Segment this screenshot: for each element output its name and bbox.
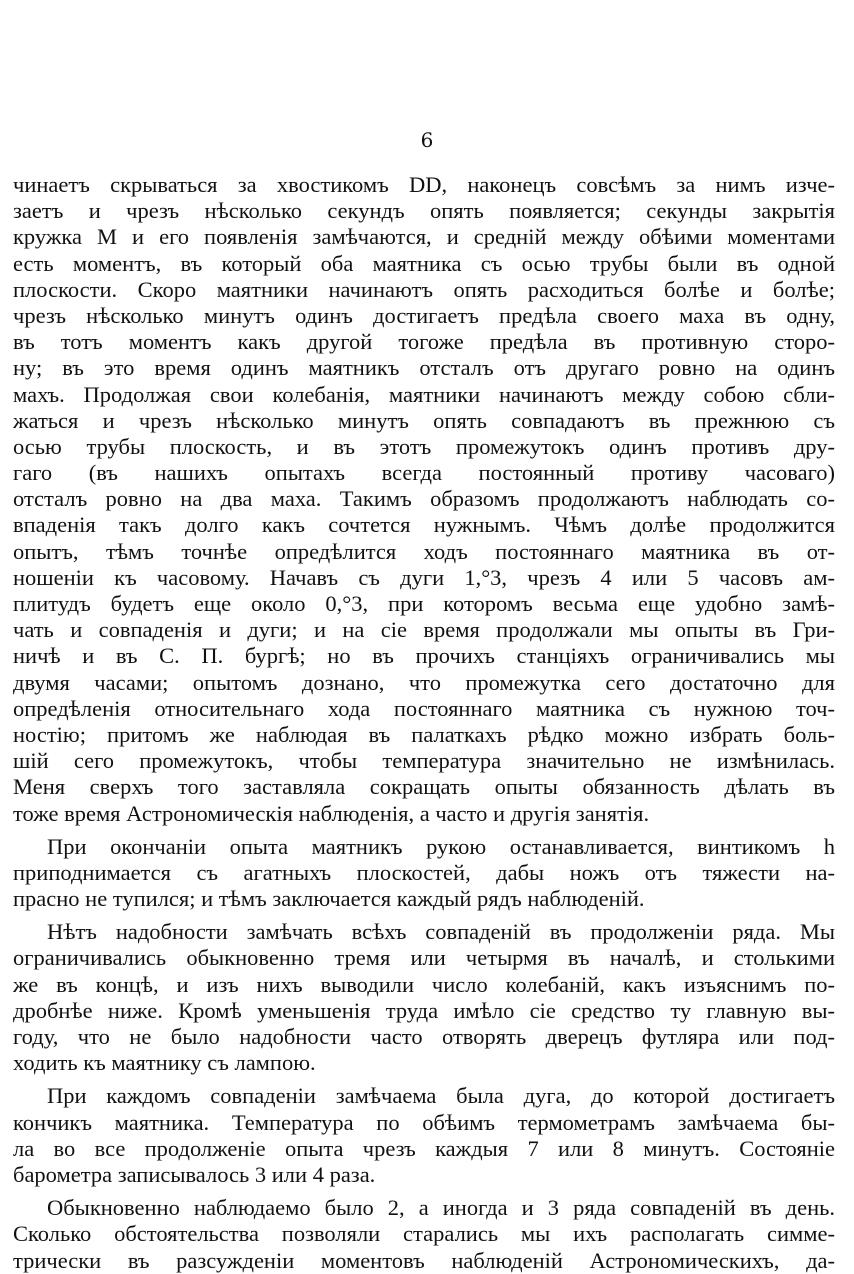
text-line: заетъ и чрезъ нѣсколько секундъ опять появляется; секунды закрытія bbox=[13, 198, 835, 224]
text-line: же въ концѣ, и изъ нихъ выводили число колебаній, какъ изъяснимъ по- bbox=[13, 971, 835, 997]
text-line: чинаетъ скрываться за хвостикомъ DD, наконецъ совсѣмъ за нимъ изче- bbox=[13, 172, 835, 197]
text-line: есть моментъ, въ который оба маятника съ осью трубы были въ одной bbox=[13, 250, 835, 276]
text-line: барометра записывалось 3 или 4 раза. bbox=[13, 1161, 376, 1187]
paragraph bbox=[13, 834, 835, 913]
text-line: чрезъ нѣсколько минутъ одинъ достигаетъ предѣла своего маха въ одну, bbox=[13, 302, 835, 328]
text-line: въ тотъ моментъ какъ другой тогоже предѣла въ противную сторо- bbox=[13, 329, 835, 355]
text-line: ничѣ и въ С. П. бургѣ; но въ прочихъ станціяхъ ограничивались мы bbox=[13, 643, 835, 669]
text-line: ограничивались обыкновенно тремя или четырмя въ началѣ, и столькими bbox=[13, 945, 835, 971]
text-line: Нѣтъ надобности замѣчать всѣхъ совпаденій въ продолженіи ряда. Мы bbox=[47, 919, 835, 945]
text-line: ностію; притомъ же наблюдая въ палаткахъ рѣдко можно избрать боль- bbox=[13, 721, 835, 747]
text-line: Меня сверхъ того заставляла сокращать опыты обязанность дѣлать въ bbox=[13, 774, 835, 800]
text-line: махъ. Продолжая свои колебанія, маятники начинаютъ между собою сбли- bbox=[13, 381, 835, 407]
text-line: кончикъ маятника. Температура по обѣимъ термометрамъ замѣчаема бы- bbox=[13, 1109, 835, 1135]
text-line: приподнимается съ агатныхъ плоскостей, дабы ножъ отъ тяжести на- bbox=[13, 859, 835, 885]
text-line: плитудъ будетъ еще около 0,°3, при которомъ весьма еще удобно замѣ- bbox=[13, 591, 835, 616]
text-line: опредѣленія относительнаго хода постояннаго маятника съ нужною точ- bbox=[13, 695, 835, 721]
paragraph bbox=[13, 1083, 835, 1188]
text-line: отсталъ ровно на два маха. Такимъ образомъ продолжаютъ наблюдать со- bbox=[13, 486, 835, 512]
text-line: плоскости. Скоро маятники начинаютъ опять расходиться болѣе и болѣе; bbox=[13, 276, 835, 302]
text-line: двумя часами; опытомъ дознано, что промежутка сего достаточно для bbox=[13, 669, 835, 695]
text-line: дробнѣе ниже. Кромѣ уменьшенія труда имѣло сіе средство ту главную вы- bbox=[13, 997, 835, 1023]
text-line: При окончаніи опыта маятникъ рукою останавливается, винтикомъ h bbox=[47, 833, 835, 859]
text-line: Сколько обстоятельства позволяли старались мы ихъ располагать симме- bbox=[13, 1221, 835, 1247]
page-number: 6 bbox=[420, 128, 434, 152]
text-line: прасно не тупился; и тѣмъ заключается каждый рядъ наблюденій. bbox=[13, 886, 645, 912]
paragraph bbox=[13, 172, 835, 827]
text-line: гаго (въ нашихъ опытахъ всегда постоянный противу часоваго) bbox=[13, 460, 835, 486]
text-line: году, что не было надобности часто отворять дверецъ футляра или под- bbox=[13, 1024, 835, 1049]
text-line: Обыкновенно наблюдаемо было 2, а иногда и 3 ряда совпаденій въ день. bbox=[47, 1195, 835, 1221]
text-line: При каждомъ совпаденіи замѣчаема была дуга, до которой достигаетъ bbox=[47, 1083, 835, 1109]
text-line: чать и совпаденія и дуги; и на сіе время продолжали мы опыты въ Гри- bbox=[13, 617, 835, 643]
text-line: кружка M и его появленія замѣчаются, и средній между обѣими моментами bbox=[13, 224, 835, 250]
text-line: осью трубы плоскость, и въ этотъ промежутокъ одинъ противъ дру- bbox=[13, 433, 835, 459]
text-line: опытъ, тѣмъ точнѣе опредѣлится ходъ постояннаго маятника въ от- bbox=[13, 538, 835, 564]
text-line: жаться и чрезъ нѣсколько минутъ опять совпадаютъ въ прежнюю съ bbox=[13, 407, 835, 433]
text-line: впаденія такъ долго какъ сочтется нужнымъ. Чѣмъ долѣе продолжится bbox=[13, 512, 835, 538]
body-text bbox=[13, 172, 835, 1274]
text-line: тоже время Астрономическія наблюденія, а часто и другія занятія. bbox=[13, 800, 650, 826]
text-line: ходить къ маятнику съ лампою. bbox=[13, 1050, 316, 1076]
text-line: ла во все продолженіе опыта чрезъ каждыя 7 или 8 минутъ. Состояніе bbox=[13, 1135, 835, 1161]
text-line: ношеніи къ часовому. Начавъ съ дуги 1,°3, чрезъ 4 или 5 часовъ ам- bbox=[13, 564, 835, 590]
text-line: ну; въ это время одинъ маятникъ отсталъ отъ другаго ровно на одинъ bbox=[13, 355, 835, 381]
text-line: шій сего промежутокъ, чтобы температура значительно не измѣнилась. bbox=[13, 748, 835, 774]
paragraph bbox=[13, 919, 835, 1076]
text-line: трически въ разсужденіи моментовъ наблюденій Астрономическихъ, да- bbox=[13, 1247, 835, 1273]
paragraph bbox=[13, 1195, 835, 1274]
